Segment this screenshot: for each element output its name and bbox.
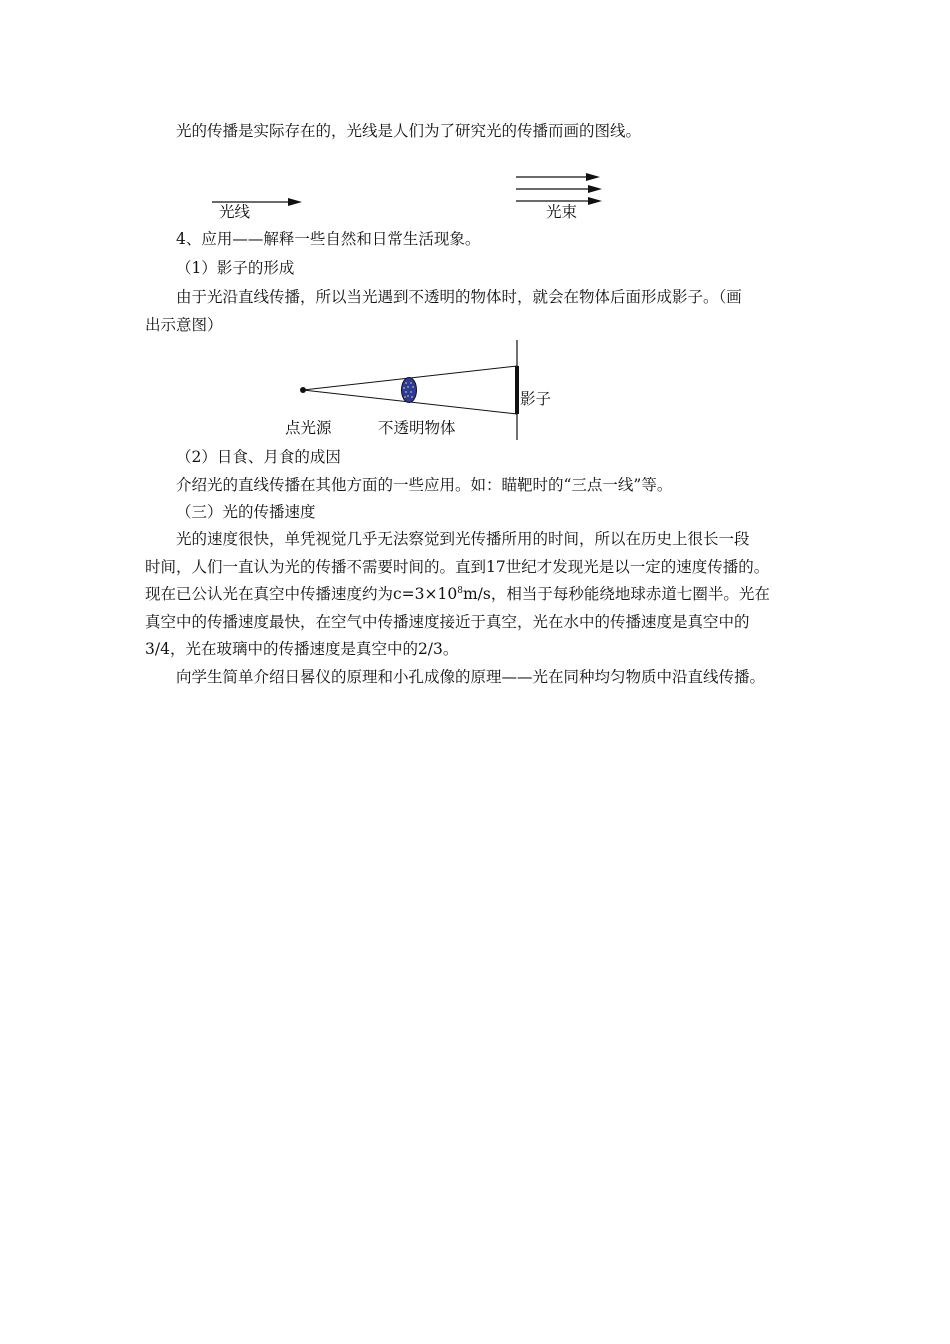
- speed-exponent: 8: [457, 586, 463, 596]
- opaque-object-label: 不透明物体: [378, 419, 456, 437]
- speed-text-a: 现在已公认光在真空中传播速度约为c=3×10: [145, 585, 458, 603]
- heading-application: 4、应用——解释一些自然和日常生活现象。: [176, 230, 481, 248]
- paragraph-speed-line5: 3/4，光在玻璃中的传播速度是真空中的2/3。: [145, 640, 459, 658]
- paragraph-shadow-line2: 出示意图）: [145, 316, 223, 334]
- beam-arrowhead-2: [588, 185, 602, 193]
- shadow-label: 影子: [520, 390, 552, 408]
- paragraph-applications: 介绍光的直线传播在其他方面的一些应用。如：瞄靶时的“三点一线”等。: [176, 476, 673, 494]
- subheading-speed: （三）光的传播速度: [176, 503, 316, 521]
- light-ray-arrowhead: [288, 198, 302, 206]
- paragraph-speed-line3: [145, 584, 815, 604]
- point-source-label: 点光源: [285, 419, 332, 437]
- paragraph-speed-line1: 光的速度很快，单凭视觉几乎无法察觉到光传播所用的时间，所以在历史上很长一段: [176, 530, 750, 548]
- opaque-object: [402, 378, 417, 403]
- paragraph-light-rays: 光的传播是实际存在的，光线是人们为了研究光的传播而画的图线。: [176, 122, 642, 140]
- light-ray-label: 光线: [219, 203, 251, 221]
- paragraph-speed-line2: 时间，人们一直认为光的传播不需要时间的。直到17世纪才发现光是以一定的速度传播的。: [145, 558, 770, 576]
- subheading-shadow: （1）影子的形成: [176, 259, 295, 277]
- speed-text-b: m/s，相当于每秒能绕地球赤道七圈半。光在: [462, 585, 770, 603]
- beam-arrowhead-3: [588, 197, 602, 205]
- point-light-source: [300, 387, 306, 393]
- paragraph-sundial: 向学生简单介绍日晷仪的原理和小孔成像的原理——光在同种均匀物质中沿直线传播。: [176, 668, 766, 686]
- beam-arrowhead-1: [586, 173, 600, 181]
- paragraph-speed-line4: 真空中的传播速度最快，在空气中传播速度接近于真空，光在水中的传播速度是真空中的: [145, 613, 750, 631]
- subheading-eclipse: （2）日食、月食的成因: [176, 448, 341, 466]
- light-beam-label: 光束: [546, 203, 578, 221]
- paragraph-shadow-line1: 由于光沿直线传播，所以当光遇到不透明的物体时，就会在物体后面形成影子。（画: [176, 288, 742, 306]
